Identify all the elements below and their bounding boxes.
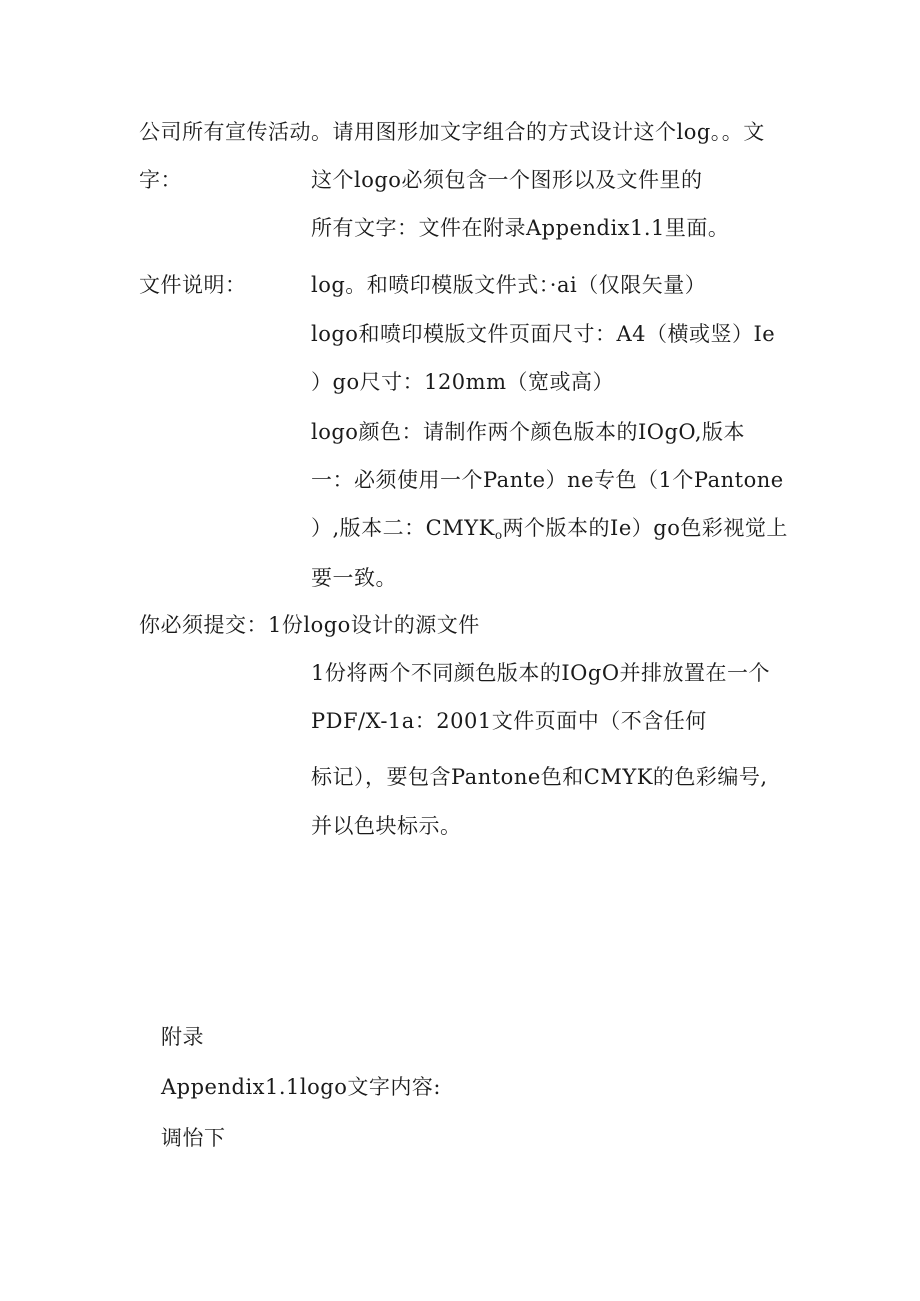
file-spec-line: logo和喷印模版文件页面尺寸：A4（横或竖）Ie xyxy=(311,322,776,346)
appendix-content: 调怡下 xyxy=(161,1126,226,1150)
appendix-heading: Appendix1.1logo文字内容: xyxy=(161,1075,441,1099)
submit-item-line: 并以色块标示。 xyxy=(311,814,462,838)
file-spec-line xyxy=(311,514,788,549)
text-requirement-line: 这个logo必须包含一个图形以及文件里的 xyxy=(311,168,703,192)
submit-item-line: PDF/X-1a：2001文件页面中（不含任何 xyxy=(311,709,707,733)
file-spec-line: 一：必须使用一个Pante）ne专色（1个Pantone xyxy=(311,468,784,492)
file-spec-line: log。和喷印模版文件式：·ai（仅限矢量） xyxy=(311,273,707,297)
text-section-label: 字： xyxy=(139,168,182,192)
file-section-label: 文件说明： xyxy=(139,273,247,297)
appendix-title: 附录 xyxy=(161,1025,204,1049)
file-spec-line: logo颜色：请制作两个颜色版本的IOgO,版本 xyxy=(311,420,746,444)
submit-item-line: 标记），要包含Pantone色和CMYK的色彩编号, xyxy=(311,765,768,789)
file-spec-line: 要一致。 xyxy=(311,566,397,590)
file-spec-text: 两个版本的Ie）go色彩视觉上 xyxy=(502,516,788,540)
subscript-mark: o xyxy=(494,528,503,542)
file-spec-line: ）go尺寸：120mm（宽或高） xyxy=(311,370,614,394)
submit-section-label: 你必须提交：1份logo设计的源文件 xyxy=(139,613,480,637)
text-requirement-line: 所有文字：文件在附录Appendix1.1里面。 xyxy=(311,216,730,240)
file-spec-text: ）,版本二：CMYK xyxy=(311,516,495,540)
submit-item-line: 1份将两个不同颜色版本的IOgO并排放置在一个 xyxy=(311,661,771,685)
intro-line: 公司所有宣传活动。请用图形加文字组合的方式设计这个log。。文 xyxy=(139,120,765,144)
